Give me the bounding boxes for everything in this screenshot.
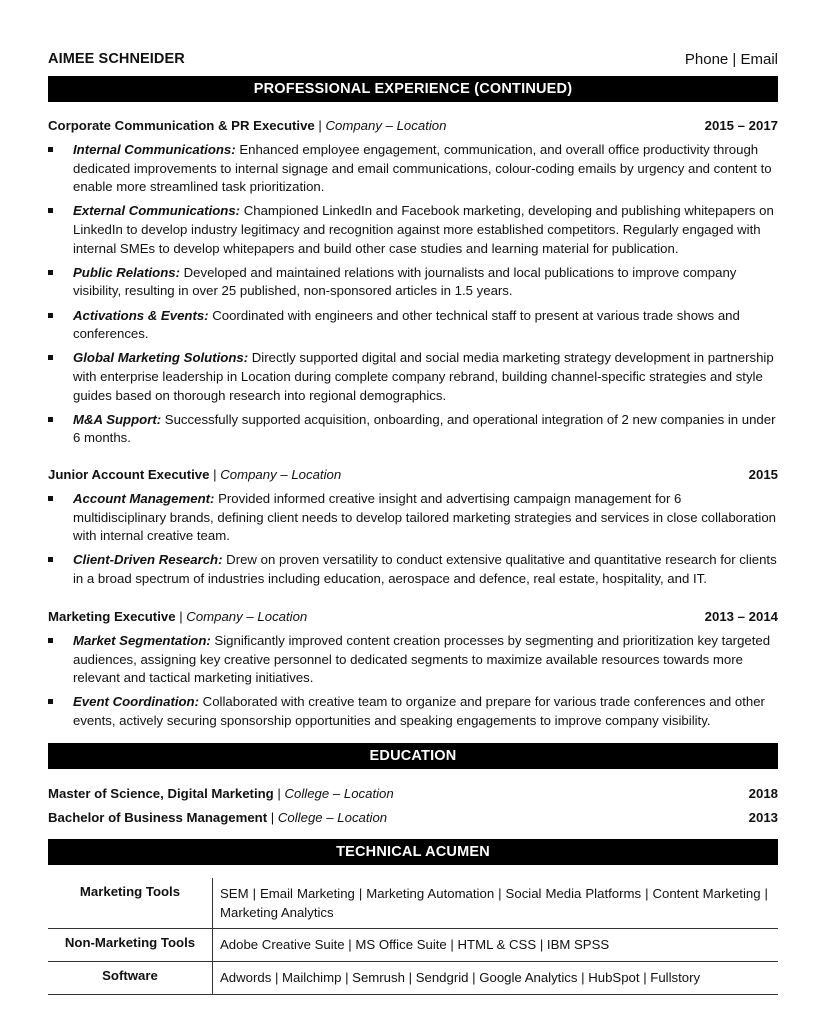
resume-header	[48, 46, 778, 72]
education-separator: |	[273, 785, 285, 801]
degree: Master of Science, Digital Marketing	[48, 785, 274, 801]
skills-values: Adwords | Mailchimp | Semrush | Sendgrid | Google Analytics | HubSpot | Fullstory	[220, 970, 701, 985]
bullet-label: Account Management:	[73, 491, 215, 506]
bullet-icon	[48, 355, 53, 360]
technical-skills-table	[48, 878, 778, 995]
bullet-text: Provided informed creative insight and advertising campaign management for 6 multidisciplinary brands, defining client needs to develop tailored marketing strategies and services in close collaboration with internal creative team.	[73, 491, 776, 544]
bullet-icon	[48, 208, 53, 213]
bullet-label: Activations & Events:	[73, 307, 209, 323]
job-bullets	[48, 632, 778, 736]
bullet-text: Championed LinkedIn and Facebook marketing, developing and publishing whitepapers on LinkedIn to develop industry legitimacy and recognition against more established competitors. Regularly engaged with internal SMEs to develop whitepapers and build other case studies and learning material for publication.	[73, 203, 774, 256]
job-header	[48, 606, 778, 626]
contact-line: Phone | Email	[684, 50, 778, 68]
job-bullets	[48, 490, 778, 594]
education-entry	[48, 807, 778, 827]
job-title-line	[48, 609, 307, 624]
school: College – Location	[284, 785, 394, 801]
job-title-line	[48, 118, 446, 133]
bullet-label: Global Marketing Solutions:	[73, 350, 249, 366]
job-separator: |	[175, 608, 187, 624]
bullet-label: Market Segmentation:	[73, 633, 211, 648]
bullet-icon	[48, 557, 53, 562]
bullet-label: External Communications:	[73, 203, 241, 219]
school: College – Location	[277, 809, 388, 825]
bullet-icon	[48, 417, 53, 422]
bullet-icon	[48, 147, 53, 152]
bullet-item	[48, 632, 778, 688]
bullet-text: Directly supported digital and social media marketing strategy development in partnership with enterprise leadership in Location during complete company rebrand, building channel-specific strategies and style guides based on thorough research into regional demographics.	[73, 350, 774, 403]
job-dates: 2015	[748, 466, 778, 482]
bullet-label: M&A Support:	[73, 411, 162, 427]
candidate-name: AIMEE SCHNEIDER	[48, 51, 185, 67]
bullet-text: Collaborated with creative team to organize and prepare for various trade conferences and other events, actively securing sponsorship opportunities and speaking engagements to improve company visibility.	[73, 694, 765, 728]
bullet-item	[48, 141, 778, 197]
education-entry	[48, 783, 778, 803]
job-separator: |	[209, 466, 221, 482]
bullet-label: Event Coordination:	[73, 694, 200, 710]
skills-category: Marketing Tools	[48, 878, 213, 928]
job-header	[48, 464, 778, 484]
job-dates: 2013 – 2014	[704, 608, 778, 624]
section-header-technical: TECHNICAL ACUMEN	[48, 839, 778, 865]
degree: Bachelor of Business Management	[48, 809, 268, 825]
bullet-text: Coordinated with engineers and other technical staff to present at various trade shows and conferences.	[73, 307, 740, 342]
education-separator: |	[267, 809, 278, 825]
job-title: Marketing Executive	[48, 608, 176, 624]
graduation-year: 2018	[748, 785, 778, 801]
bullet-item	[48, 349, 778, 405]
bullet-item	[48, 202, 778, 258]
skills-category: Software	[48, 962, 213, 994]
bullet-icon	[48, 638, 53, 643]
bullet-item	[48, 307, 778, 344]
bullet-text: Developed and maintained relations with journalists and local publications to improve company visibility, resulting in over 25 published, non-sponsored articles in 1.5 years.	[73, 264, 737, 299]
bullet-item	[48, 264, 778, 301]
education-line	[48, 786, 394, 801]
job-header	[48, 115, 778, 135]
skills-values: SEM | Email Marketing | Marketing Automation | Social Media Platforms | Content Marketing | Marketing Analytics	[220, 886, 768, 920]
bullet-icon	[48, 496, 53, 501]
bullet-text: Enhanced employee engagement, communication, and overall office productivity through dedicated improvements to internal signage and email communications, colour-coding emails by urgency and content to enable more streamlined task prioritization.	[73, 142, 772, 195]
bullet-label: Client-Driven Research:	[73, 552, 223, 568]
job-bullets	[48, 141, 778, 453]
job-dates: 2015 – 2017	[704, 117, 778, 133]
bullet-item	[48, 551, 778, 588]
bullet-icon	[48, 699, 53, 704]
job-title: Junior Account Executive	[48, 466, 210, 482]
bullet-text: Drew on proven versatility to conduct extensive qualitative and quantitative research for clients in a broad spectrum of industries including education, aerospace and defence, real estate, hospitality, and IT.	[73, 552, 777, 586]
bullet-text: Significantly improved content creation processes by segmenting and prioritization key targeted audiences, assigning key creative personnel to dedicated segments to maximize available resources towards more relevant and tactical marketing initiatives.	[73, 633, 771, 686]
job-title-line	[48, 467, 341, 482]
bullet-text: Successfully supported acquisition, onboarding, and operational integration of 2 new companies in under 6 months.	[73, 411, 776, 446]
skills-row	[48, 878, 778, 929]
bullet-icon	[48, 313, 53, 318]
bullet-item	[48, 693, 778, 730]
bullet-label: Internal Communications:	[73, 142, 236, 157]
bullet-item	[48, 411, 778, 448]
section-header-education: EDUCATION	[48, 743, 778, 769]
job-company: Company – Location	[325, 117, 447, 133]
skills-row	[48, 929, 778, 962]
bullet-icon	[48, 270, 53, 275]
job-separator: |	[314, 117, 326, 133]
skills-category: Non-Marketing Tools	[48, 929, 213, 961]
bullet-label: Public Relations:	[73, 264, 180, 280]
job-company: Company – Location	[186, 608, 308, 624]
job-title: Corporate Communication & PR Executive	[48, 117, 315, 133]
skills-row	[48, 962, 778, 995]
bullet-item	[48, 490, 778, 546]
graduation-year: 2013	[748, 809, 778, 825]
education-line	[48, 810, 387, 825]
skills-values: Adobe Creative Suite | MS Office Suite | HTML & CSS | IBM SPSS	[220, 937, 610, 952]
job-company: Company – Location	[220, 466, 342, 482]
section-header-experience: PROFESSIONAL EXPERIENCE (CONTINUED)	[48, 76, 778, 102]
